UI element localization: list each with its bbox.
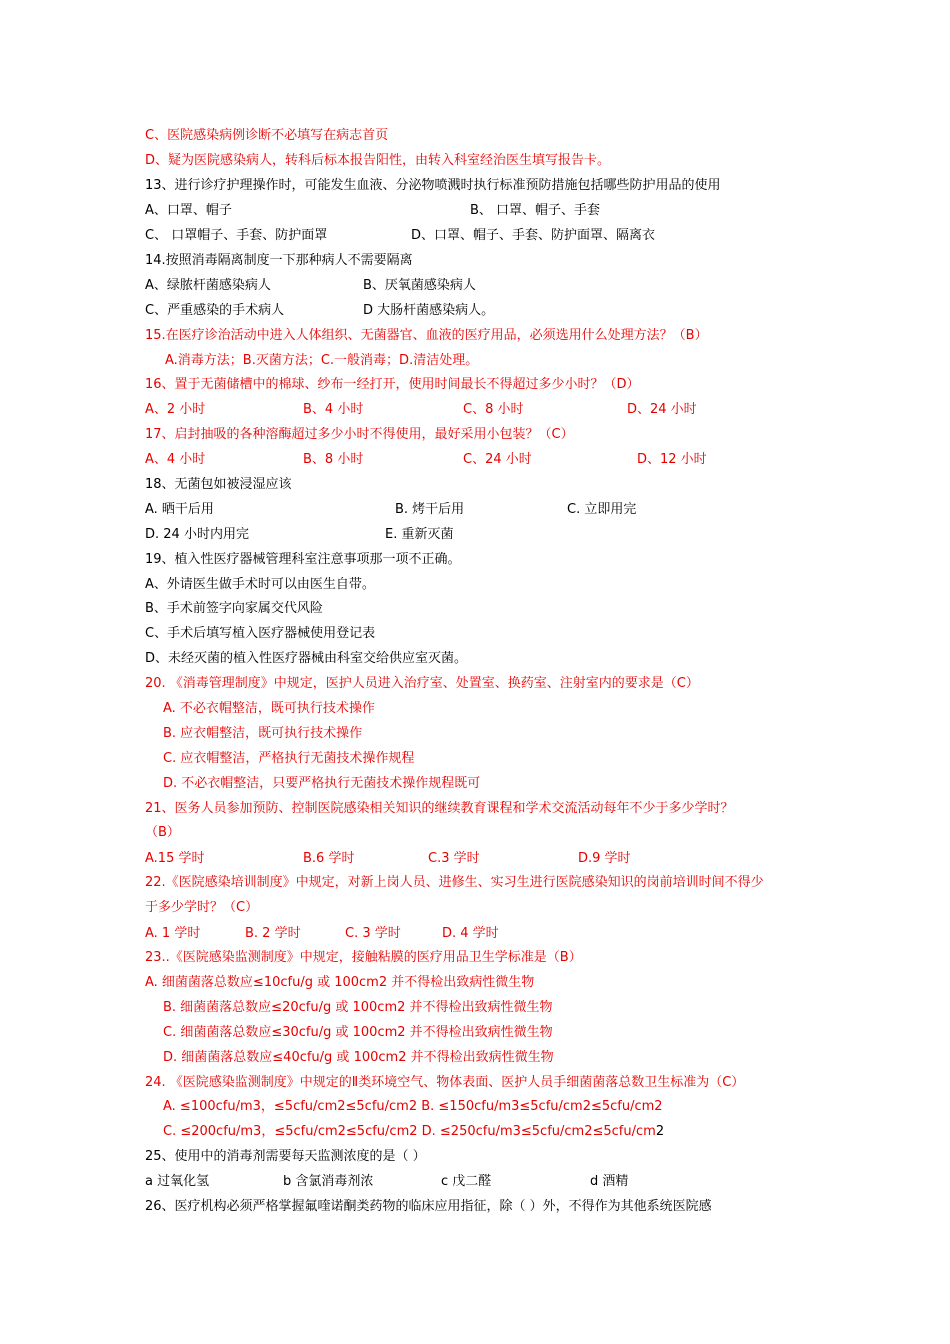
question-16: 16、置于无菌储槽中的棉球、纱布一经打开，使用时间最长不得超过多少小时？（D） [145,377,640,392]
option-d: D.9 学时 [578,851,631,866]
option-b: B. 应衣帽整洁，既可执行技术操作 [163,726,363,741]
option-c: c 戊二醛 [441,1174,492,1189]
question-20: 20. 《消毒管理制度》中规定，医护人员进入治疗室、处置室、换药室、注射室内的要求是（C） [145,676,699,691]
question-23: 23..《医院感染监测制度》中规定，接触粘膜的医疗用品卫生学标准是（B） [145,950,582,965]
option-c: C. 应衣帽整洁，严格执行无菌技术操作规程 [163,751,415,766]
text-line: 于多少学时？（C） [145,900,259,915]
option-e: E. 重新灭菌 [385,527,454,542]
option-c: C、严重感染的手术病人 [145,303,285,318]
option-c: C.3 学时 [428,851,480,866]
question-26: 26、医疗机构必须严格掌握氟喹诺酮类药物的临床应用指征，除（ ）外，不得作为其他系统医院感 [145,1199,712,1214]
question-18: 18、无菌包如被浸湿应该 [145,477,292,492]
option-b: B、4 小时 [303,402,364,417]
question-21: 21、医务人员参加预防、控制医院感染相关知识的继续教育课程和学术交流活动每年不少于多少学时？ [145,801,734,816]
option-d: D、12 小时 [637,452,707,467]
option-b: B. 细菌菌落总数应≤20cfu/g 或 100cm2 并不得检出致病性微生物 [163,1000,553,1015]
option-d: D. 不必衣帽整洁，只要严格执行无菌技术操作规程既可 [163,776,481,791]
question-19: 19、植入性医疗器械管理科室注意事项那一项不正确。 [145,552,461,567]
option-a: A. 不必衣帽整洁，既可执行技术操作 [163,701,375,716]
option-c: C、8 小时 [463,402,524,417]
options-row: A. ≤100cfu/m3，≤5cfu/cm2≤5cfu/cm2 B. ≤150cfu/m3≤5cfu/cm2≤5cfu/cm2 [163,1099,663,1114]
answer: （B） [145,825,180,840]
option-b: B、8 小时 [303,452,364,467]
option-d: D. 4 学时 [442,926,499,941]
option-b: B. 2 学时 [245,926,301,941]
option-b: B、厌氧菌感染病人 [363,278,476,293]
question-17: 17、启封抽吸的各种溶酶超过多少小时不得使用，最好采用小包装？（C） [145,427,574,442]
question-25: 25、使用中的消毒剂需要每天监测浓度的是（ ） [145,1149,426,1164]
option-a: A. 1 学时 [145,926,201,941]
option-c: C、 口罩帽子、手套、防护面罩 [145,228,328,243]
text-line: C、医院感染病例诊断不必填写在病志首页 [145,128,389,143]
options-text-tail: 2 [655,1124,665,1139]
option-d: D. 细菌菌落总数应≤40cfu/g 或 100cm2 并不得检出致病性微生物 [163,1050,554,1065]
question-14: 14.按照消毒隔离制度一下那种病人不需要隔离 [145,253,413,268]
option-b: B. 烤干后用 [395,502,465,517]
question-24: 24. 《医院感染监测制度》中规定的Ⅱ类环境空气、物体表面、医护人员手细菌菌落总数卫生标准为（C） [145,1075,745,1090]
options-text: C. ≤200cfu/m3，≤5cfu/cm2≤5cfu/cm2 D. ≤250cfu/m3≤5cfu/cm2≤5cfu/cm [163,1124,656,1139]
option-a: A、口罩、帽子 [145,203,232,218]
option-d: d 酒精 [590,1174,629,1189]
option-a: a 过氧化氢 [145,1174,210,1189]
question-13: 13、进行诊疗护理操作时，可能发生血液、分泌物喷溅时执行标准预防措施包括哪些防护用品的使用 [145,178,721,193]
option-b: B、 口罩、帽子、手套 [470,203,601,218]
option-b: B、手术前签字向家属交代风险 [145,601,323,616]
option-a: A、2 小时 [145,402,206,417]
text-line: D、疑为医院感染病人，转科后标本报告阳性，由转入科室经治医生填写报告卡。 [145,153,611,168]
option-a: A、4 小时 [145,452,206,467]
option-d: D、口罩、帽子、手套、防护面罩、隔离衣 [411,228,656,243]
option-a: A. 细菌菌落总数应≤10cfu/g 或 100cm2 并不得检出致病性微生物 [145,975,535,990]
option-b: B.6 学时 [303,851,355,866]
option-c: C、手术后填写植入医疗器械使用登记表 [145,626,376,641]
option-d: D. 24 小时内用完 [145,527,249,542]
question-22: 22.《医院感染培训制度》中规定，对新上岗人员、进修生、实习生进行医院感染知识的岗前培训时间不得少 [145,875,764,890]
option-a: A、绿脓杆菌感染病人 [145,278,271,293]
options-row [163,1123,664,1141]
option-a: A. 晒干后用 [145,502,214,517]
option-d: D、未经灭菌的植入性医疗器械由科室交给供应室灭菌。 [145,651,468,666]
options-row: A.消毒方法；B.灭菌方法；C.一般消毒；D.清洁处理。 [165,353,479,368]
option-a: A、外请医生做手术时可以由医生自带。 [145,577,375,592]
option-c: C、24 小时 [463,452,532,467]
option-b: b 含氯消毒剂浓 [283,1174,374,1189]
option-a: A.15 学时 [145,851,205,866]
question-15: 15.在医疗诊治活动中进入人体组织、无菌器官、血液的医疗用品，必须选用什么处理方法？（B） [145,328,708,343]
option-d: D、24 小时 [627,402,697,417]
option-c: C. 立即用完 [567,502,637,517]
option-c: C. 细菌菌落总数应≤30cfu/g 或 100cm2 并不得检出致病性微生物 [163,1025,553,1040]
option-c: C. 3 学时 [345,926,401,941]
option-d: D 大肠杆菌感染病人。 [363,303,495,318]
